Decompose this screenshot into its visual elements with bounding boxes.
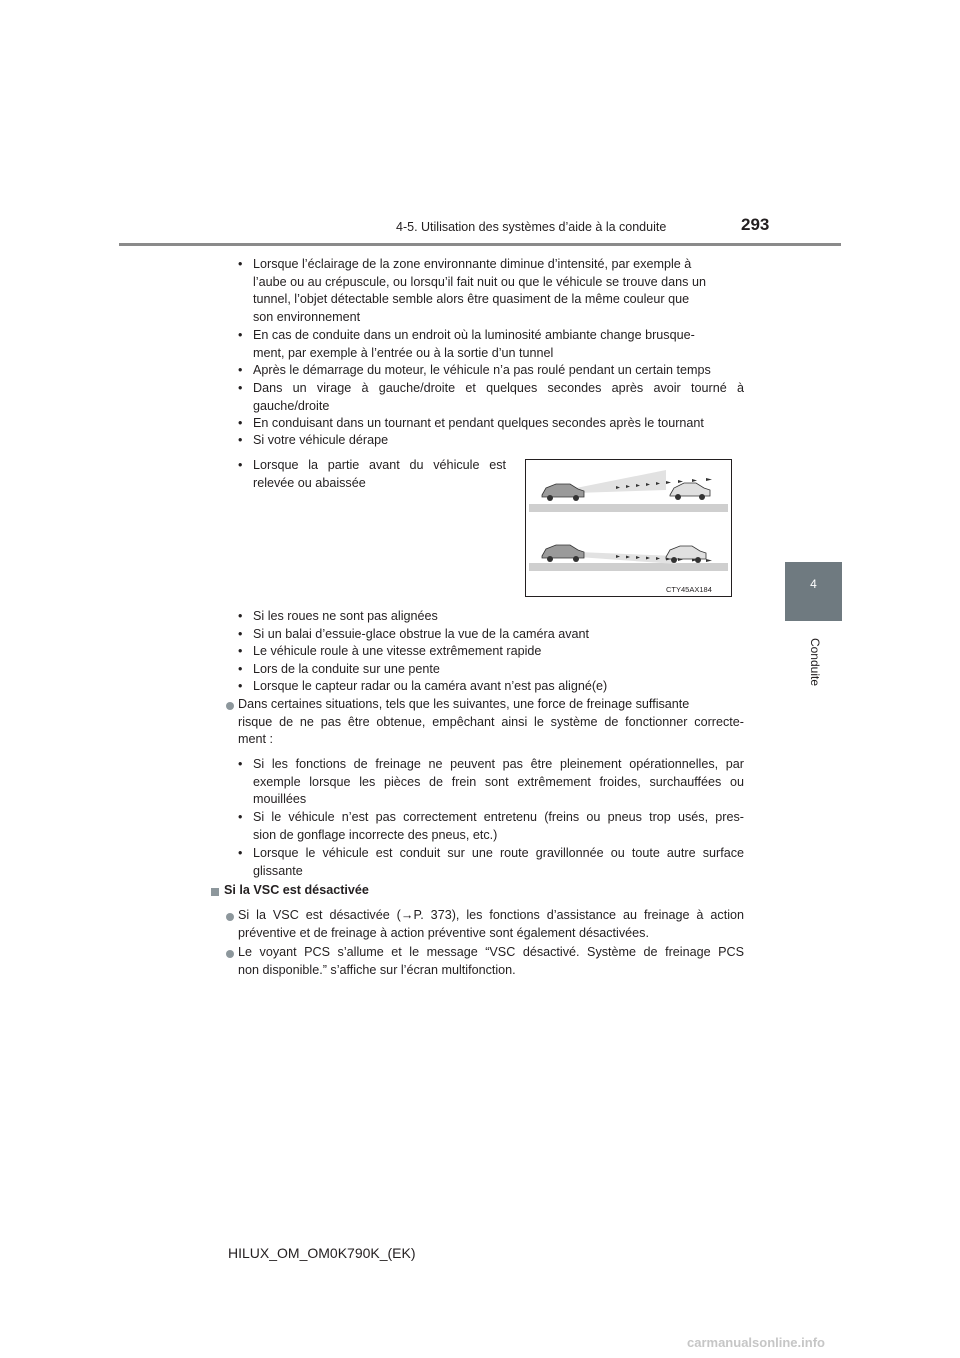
- chapter-number: 4: [810, 577, 817, 591]
- paragraph-pcs-message: Le voyant PCS s’allume et le message “VSC désactivé. Système de freinage PCS non disponible.” s’affiche sur l’écran multifonction.: [238, 945, 744, 977]
- section-heading: Si la VSC est désactivée: [224, 883, 369, 897]
- header-rule: [119, 243, 841, 246]
- circle-bullet: [226, 702, 234, 710]
- list-item: Lorsque l’éclairage de la zone environnante diminue d’intensité, par exemple à l’aube ou au crépuscule, ou lorsqu’il fait nuit ou que le véhicule se trouve dans un tunnel, l’objet détectable semble alors être quasiment de la même couleur que son environnement: [253, 257, 706, 324]
- bullet-mark: •: [238, 416, 243, 430]
- list-item: Si les fonctions de freinage ne peuvent pas être pleinement opérationnelles, par exemple lorsque les pièces de frein sont extrêmement froides, surchauffées ou mouillées: [253, 757, 744, 806]
- list-item: Lorsque la partie avant du véhicule est relevée ou abaissée: [253, 458, 506, 490]
- bullet-mark: •: [238, 433, 243, 447]
- bullet-mark: •: [238, 381, 243, 395]
- bullet-mark: •: [238, 458, 243, 472]
- chapter-label: Conduite: [808, 637, 822, 687]
- list-item: Dans un virage à gauche/droite et quelques secondes après avoir tourné à gauche/droite: [253, 381, 744, 413]
- car-icon: [666, 546, 706, 563]
- bullet-mark: •: [238, 363, 243, 377]
- road-top: [529, 504, 728, 512]
- bullet-mark: •: [238, 662, 243, 676]
- bullet-mark: •: [238, 257, 243, 271]
- circle-bullet: [226, 950, 234, 958]
- list-item: Après le démarrage du moteur, le véhicule n’a pas roulé pendant un certain temps: [253, 363, 711, 377]
- bullet-mark: •: [238, 810, 243, 824]
- list-item: Si les roues ne sont pas alignées: [253, 609, 438, 623]
- road-bottom: [529, 563, 728, 571]
- paragraph-braking-force: Dans certaines situations, tels que les suivantes, une force de freinage suffisante risque de ne pas être obtenue, empêchant ainsi le système de fonctionner correcte- ment :: [238, 697, 744, 746]
- bullet-mark: •: [238, 627, 243, 641]
- bullet-mark: •: [238, 679, 243, 693]
- radar-beam-top: [576, 470, 666, 493]
- footer-manual-code: HILUX_OM_OM0K790K_(EK): [228, 1245, 416, 1261]
- list-item: Si le véhicule n’est pas correctement entretenu (freins ou pneus trop usés, pres- sion de gonflage incorrecte des pneus, etc.): [253, 810, 744, 842]
- car-icon: [542, 484, 584, 501]
- list-item: En cas de conduite dans un endroit où la luminosité ambiante change brusque- ment, par exemple à l’entrée ou à la sortie d’un tunnel: [253, 328, 695, 360]
- list-item: Si votre véhicule dérape: [253, 433, 389, 447]
- chapter-tab: [785, 562, 842, 621]
- car-icon: [670, 483, 710, 500]
- paragraph-vsc-off: Si la VSC est désactivée (→P. 373), les fonctions d’assistance au freinage à action préventive et de freinage à action préventive sont également désactivées.: [238, 908, 744, 940]
- vehicle-pitch-illustration: [526, 460, 731, 596]
- list-item: Lorsque le véhicule est conduit sur une route gravillonnée ou toute autre surface glissante: [253, 846, 744, 878]
- bullet-mark: •: [238, 644, 243, 658]
- figure-code: CTY45AX184: [666, 585, 712, 594]
- circle-bullet: [226, 913, 234, 921]
- car-icon: [542, 545, 584, 562]
- list-item: Lors de la conduite sur une pente: [253, 662, 440, 676]
- list-item: Le véhicule roule à une vitesse extrêmement rapide: [253, 644, 542, 658]
- list-item: En conduisant dans un tournant et pendant quelques secondes après le tournant: [253, 416, 704, 430]
- watermark: carmanualsonline.info: [687, 1335, 825, 1350]
- radar-detection-figure: [525, 459, 732, 597]
- list-item: Lorsque le capteur radar ou la caméra avant n’est pas aligné(e): [253, 679, 608, 693]
- bullet-mark: •: [238, 328, 243, 342]
- section-square-icon: [211, 888, 219, 896]
- list-item: Si un balai d’essuie-glace obstrue la vue de la caméra avant: [253, 627, 590, 641]
- header-section-title: 4-5. Utilisation des systèmes d’aide à la conduite: [396, 220, 667, 234]
- bullet-mark: •: [238, 757, 243, 771]
- page-number: 293: [741, 215, 770, 234]
- bullet-mark: •: [238, 846, 243, 860]
- bullet-mark: •: [238, 609, 243, 623]
